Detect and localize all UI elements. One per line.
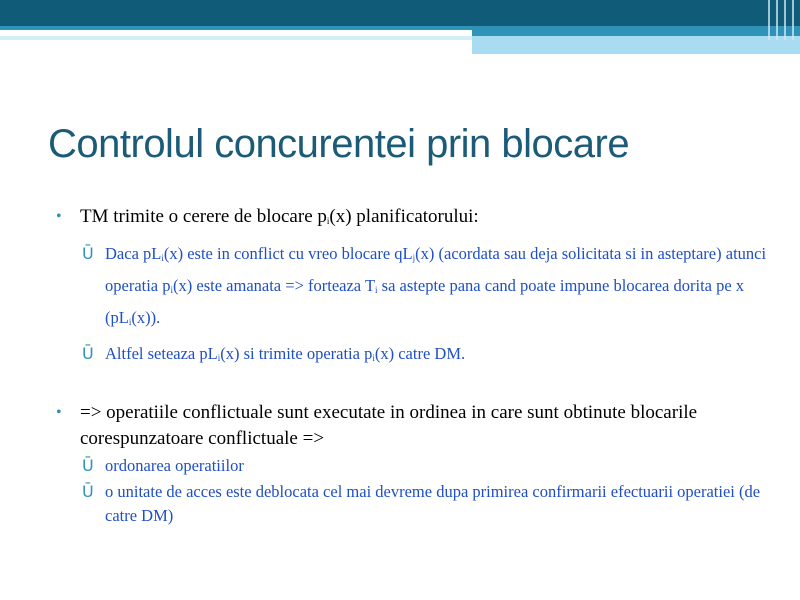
bullet-item [56, 204, 776, 234]
bullet-text: TM trimite o cerere de blocare p [80, 206, 327, 227]
subscript: i [170, 285, 174, 295]
header-stripe [768, 0, 770, 40]
sub-bullet-text: (x) (acordata sau deja solicitata si in asteptare) atunci operatia p [105, 244, 767, 295]
sub-bullet-item [82, 480, 776, 528]
subscript: i [326, 216, 330, 226]
subscript: i [217, 353, 221, 363]
header-band-white [0, 30, 472, 36]
sub-bullet-text: ordonarea operatiilor [105, 456, 244, 475]
header-stripe [792, 0, 794, 40]
bullet-text: (x) planificatorului: [329, 206, 479, 227]
sub-bullet-item [82, 454, 776, 478]
sub-bullet-icon: Ū [82, 456, 94, 475]
subscript: i [375, 285, 378, 295]
bullet-icon: • [56, 404, 62, 421]
slide-title: Controlul concurentei prin blocare [48, 122, 630, 166]
sub-bullet-item [82, 340, 776, 372]
sub-bullet-text: o unitate de acces este deblocata cel mai devreme dupa primirea confirmarii efectuarii operatiei (de catre DM) [105, 482, 761, 525]
sub-bullet-icon: Ū [82, 482, 94, 501]
sub-bullet-item [82, 240, 776, 336]
header-stripe [776, 0, 778, 40]
subscript: i [372, 353, 375, 363]
spacer [56, 372, 776, 394]
sub-bullet-text: (x)). [131, 308, 161, 327]
bullet-icon: • [56, 208, 62, 225]
slide-content [56, 204, 776, 528]
sub-bullet-text: (x) catre DM. [374, 344, 466, 363]
header-band-dark [0, 0, 800, 26]
sub-bullet-text: (x) si trimite operatia p [220, 344, 373, 363]
subscript: j [412, 253, 416, 263]
sub-bullet-icon: Ū [82, 344, 94, 363]
bullet-item [56, 400, 776, 452]
sub-bullet-text: (x) este in conflict cu vreo blocare qL [163, 244, 413, 263]
sub-bullet-text: Daca pL [105, 244, 162, 263]
header-stripe [784, 0, 786, 40]
header-band-under [0, 36, 472, 40]
sub-bullet-icon: Ū [82, 244, 94, 263]
subscript: i [128, 317, 132, 327]
sub-bullet-text: sa astepte pana cand poate impune blocarea dorita pe x (pL [105, 276, 745, 327]
subscript: i [161, 253, 164, 263]
bullet-text: => operatiile conflictuale sunt executate in ordinea in care sunt obtinute blocarile corespunzatoare conflictuale => [80, 402, 698, 449]
sub-bullet-text: (x) este amanata => forteaza T [173, 276, 376, 295]
header-band-light [472, 36, 800, 54]
sub-bullet-text: Altfel seteaza pL [105, 344, 218, 363]
